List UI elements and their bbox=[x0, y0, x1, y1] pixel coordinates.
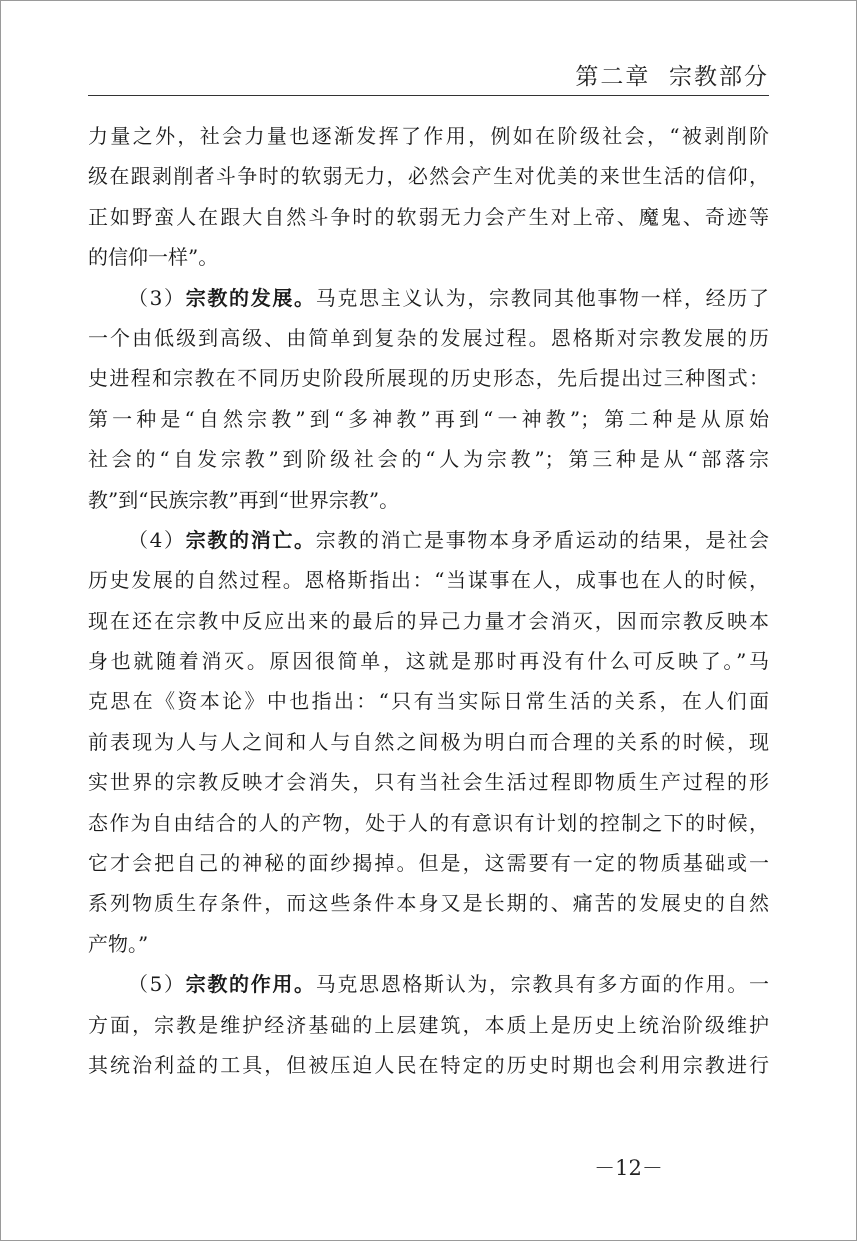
paragraph-first-line bbox=[88, 520, 769, 560]
text-line: 现在还在宗教中反应出来的最后的异己力量才会消灭，因而宗教反映本 bbox=[88, 608, 769, 633]
header-rule bbox=[88, 95, 769, 96]
text-line: 正如野蛮人在跟大自然斗争时的软弱无力会产生对上帝、魔鬼、奇迹等 bbox=[88, 204, 769, 229]
text-line: 它才会把自己的神秘的面纱揭掉。但是，这需要有一定的物质基础或一 bbox=[88, 851, 769, 876]
text-line: 系列物质生存条件，而这些条件本身又是长期的、痛苦的发展史的自然 bbox=[88, 891, 769, 916]
text-line: 实世界的宗教反映才会消失，只有当社会生活过程即物质生产过程的形 bbox=[88, 770, 769, 795]
page-number: －12－ bbox=[594, 1156, 663, 1180]
section-heading: 宗教的作用。 bbox=[185, 972, 316, 997]
text-line: 态作为自由结合的人的产物，处于人的有意识有计划的控制之下的时候， bbox=[88, 810, 769, 835]
section-number: （4） bbox=[128, 527, 186, 552]
text-line: 前表现为人与人之间和人与自然之间极为明白而合理的关系的时候，现 bbox=[88, 729, 769, 754]
text-line: 产物。” bbox=[88, 931, 149, 956]
text-line: 身也就随着消灭。原因很简单，这就是那时再没有什么可反映了。”马 bbox=[88, 649, 769, 674]
text-line: 力量之外，社会力量也逐渐发挥了作用，例如在阶级社会，“被剥削阶 bbox=[88, 124, 769, 148]
text-line: 其统治利益的工具，但被压迫人民在特定的历史时期也会利用宗教进行 bbox=[88, 1052, 769, 1077]
paragraph-first-line bbox=[88, 964, 769, 1004]
section-heading: 宗教的发展。 bbox=[185, 285, 316, 310]
text-span: 马克思恩格斯认为，宗教具有多方面的作用。一 bbox=[315, 972, 769, 997]
text-line: 级在跟剥削者斗争时的软弱无力，必然会产生对优美的来世生活的信仰， bbox=[88, 164, 769, 189]
text-line: 克思在《资本论》中也指出：“只有当实际日常生活的关系，在人们面 bbox=[88, 689, 769, 714]
text-line: 一个由低级到高级、由简单到复杂的发展过程。恩格斯对宗教发展的历 bbox=[88, 325, 769, 350]
text-line: 教”到“民族宗教”再到“世界宗教”。 bbox=[88, 487, 400, 512]
text-span: 马克思主义认为，宗教同其他事物一样，经历了 bbox=[315, 285, 769, 310]
section-heading: 宗教的消亡。 bbox=[185, 527, 316, 552]
text-line: 方面，宗教是维护经济基础的上层建筑，本质上是历史上统治阶级维护 bbox=[88, 1012, 769, 1037]
paragraph-first-line bbox=[88, 278, 769, 318]
body-text bbox=[88, 116, 769, 1085]
text-line: 史进程和宗教在不同历史阶段所展现的历史形态，先后提出过三种图式： bbox=[88, 366, 769, 391]
text-line: 的信仰一样”。 bbox=[88, 245, 219, 270]
text-line: 社会的“自发宗教”到阶级社会的“人为宗教”；第三种是从“部落宗 bbox=[88, 447, 769, 472]
section-number: （3） bbox=[128, 285, 186, 310]
running-header: 第二章 宗教部分 bbox=[575, 64, 769, 90]
text-line: 第一种是“自然宗教”到“多神教”再到“一神教”；第二种是从原始 bbox=[88, 406, 769, 431]
text-span: 宗教的消亡是事物本身矛盾运动的结果，是社会 bbox=[315, 527, 769, 552]
section-number: （5） bbox=[128, 972, 186, 997]
text-line: 历史发展的自然过程。恩格斯指出：“当谋事在人，成事也在人的时候， bbox=[88, 568, 769, 593]
